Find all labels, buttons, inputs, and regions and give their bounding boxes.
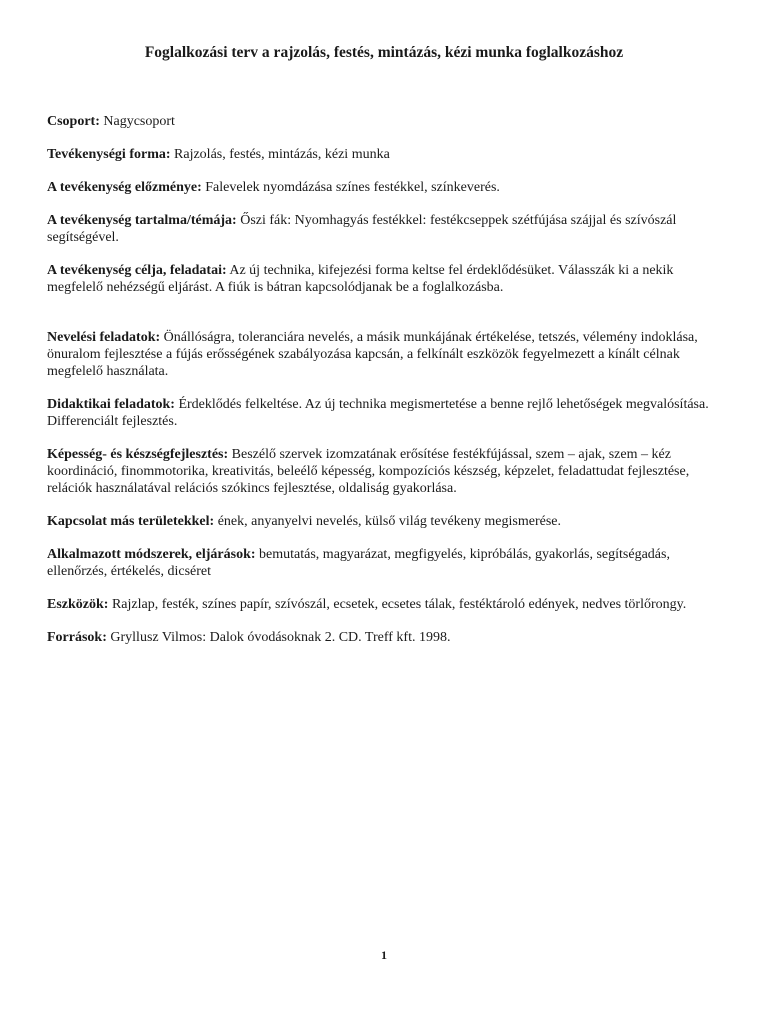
field-label: Kapcsolat más területekkel: xyxy=(47,514,215,529)
field-value: Őszi fák: Nyomhagyás festékkel: festékcseppek szétfújása szájjal és szívószál segítségével. xyxy=(47,213,677,245)
field-modszerek xyxy=(47,546,723,580)
field-label: Didaktikai feladatok: xyxy=(47,397,175,412)
field-value: Gryllusz Vilmos: Dalok óvodásoknak 2. CD. Treff kft. 1998. xyxy=(106,630,451,645)
field-label: Alkalmazott módszerek, eljárások: xyxy=(47,547,256,562)
field-label: A tevékenység előzménye: xyxy=(47,180,202,195)
field-label: A tevékenység tartalma/témája: xyxy=(47,213,237,228)
field-didaktikai-feladatok xyxy=(47,396,723,430)
field-value: Rajzolás, festés, mintázás, kézi munka xyxy=(170,147,390,162)
field-value: Falevelek nyomdázása színes festékkel, színkeverés. xyxy=(201,180,500,195)
field-value: bemutatás, magyarázat, megfigyelés, kipróbálás, gyakorlás, segítségadás, ellenőrzés, értékelés, dicséret xyxy=(47,547,670,579)
field-kepessegfejlesztes xyxy=(47,446,723,497)
field-value: Nagycsoport xyxy=(99,114,175,129)
field-kapcsolat xyxy=(47,513,723,530)
document-title: Foglalkozási terv a rajzolás, festés, mintázás, kézi munka foglalkozáshoz xyxy=(144,44,624,61)
field-value: Az új technika, kifejezési forma keltse fel érdeklődésüket. Válasszák ki a nekik megfelelő nehézségű eljárást. A fiúk is bátran kapcsolódjanak be a foglalkozásba. xyxy=(47,263,674,295)
field-csoport xyxy=(47,113,723,130)
field-cel-feladatok xyxy=(47,262,723,296)
field-nevelesi-feladatok xyxy=(47,329,723,380)
field-tevekenysegi-forma xyxy=(47,146,723,163)
field-elozmeny xyxy=(47,179,723,196)
field-label: A tevékenység célja, feladatai: xyxy=(47,263,227,278)
field-value: Érdeklődés felkeltése. Az új technika megismertetése a benne rejlő lehetőségek megvalósítása. Differenciált fejlesztés. xyxy=(47,397,709,429)
field-eszkozok xyxy=(47,596,723,613)
field-tartalom-tema xyxy=(47,212,723,246)
field-value: ének, anyanyelvi nevelés, külső világ tevékeny megismerése. xyxy=(214,514,561,529)
field-value: Beszélő szervek izomzatának erősítése festékfújással, szem – ajak, szem – kéz koordináció, finommotorika, kreativitás, beleélő képesség, kompozíciós készség, képzelet, feladattudat fejlesztése, relációk használatával relációs szókincs fejlesztése, oldaliság gyakorlása. xyxy=(47,447,690,496)
field-value: Rajzlap, festék, színes papír, szívószál, ecsetek, ecsetes tálak, festéktároló edények, nedves törlőrongy. xyxy=(108,597,687,612)
page-number: 1 xyxy=(381,948,387,962)
field-forrasok xyxy=(47,629,723,646)
field-label: Források: xyxy=(47,630,107,645)
field-label: Képesség- és készségfejlesztés: xyxy=(47,447,229,462)
document-body xyxy=(47,113,723,662)
field-value: Önállóságra, toleranciára nevelés, a másik munkájának értékelése, tetszés, vélemény indoklása, önuralom fejlesztése a fújás erősségének szabályozása kapcsán, a felkínált eszközök fegyelmezett a kínált célnak megfelelő használata. xyxy=(47,330,698,379)
field-label: Csoport: xyxy=(47,114,100,129)
field-label: Eszközök: xyxy=(47,597,109,612)
field-label: Nevelési feladatok: xyxy=(47,330,161,345)
field-label: Tevékenységi forma: xyxy=(47,147,171,162)
